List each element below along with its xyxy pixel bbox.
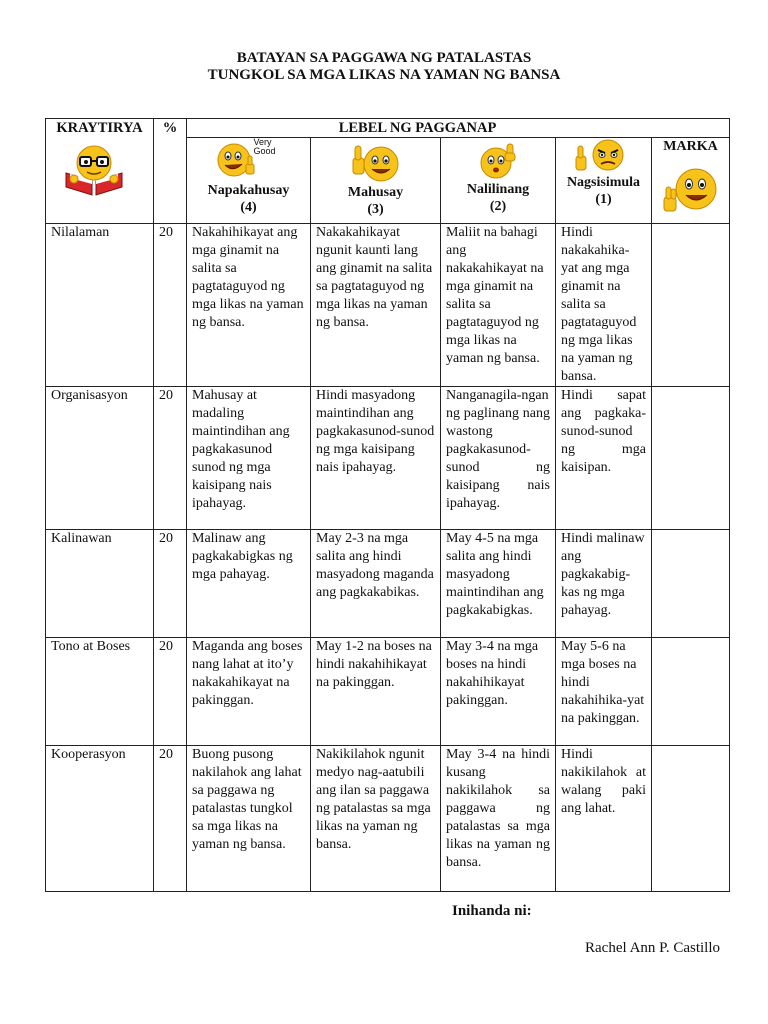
level-1-cell: Hindi nakakahika-yat ang mga ginamit na salita sa pagtataguyod ng mga likas na yaman ng bansa. [556, 224, 652, 387]
table-row [46, 746, 730, 892]
level-score: (4) [240, 200, 257, 215]
very-good-badge-line2: Good [253, 146, 276, 156]
score-cell[interactable] [652, 530, 730, 638]
level-name: Nagsisimula [566, 175, 641, 190]
level-4-cell: Maganda ang boses nang lahat at ito’y nakakahikayat na pakinggan. [187, 638, 311, 746]
level-4-cell: Buong pusong nakilahok ang lahat sa paggawa ng patalastas tungkol sa mga likas na yaman ng bansa. [187, 746, 311, 892]
score-cell[interactable] [652, 638, 730, 746]
percent-cell: 20 [154, 224, 187, 387]
level-3-cell: May 2-3 na mga salita ang hindi masyadong maganda ang pagkakabikas. [311, 530, 441, 638]
level-3-cell: Nakakahikayat ngunit kaunti lang ang ginamit na salita sa pagtataguyod ng mga likas na yaman ng bansa. [311, 224, 441, 387]
header-criteria-label: KRAYTIRYA [56, 120, 143, 136]
rubric-table [45, 118, 730, 892]
level-4-cell: Mahusay at madaling maintindihan ang pagkakasunod sunod ng mga kaisipang nais ipahayag. [187, 387, 311, 530]
level-2-cell: May 3-4 na mga boses na hindi nakahihikayat pakinggan. [441, 638, 556, 746]
percent-cell: 20 [154, 530, 187, 638]
table-row [46, 387, 730, 530]
criteria-cell: Nilalaman [46, 224, 154, 387]
criteria-cell: Kooperasyon [46, 746, 154, 892]
document-title-line1: BATAYAN SA PAGGAWA NG PATALASTAS [236, 50, 532, 66]
waving-emoji-icon [660, 167, 722, 215]
thinking-emoji-icon [478, 141, 518, 181]
very-good-badge-line1: Very [253, 137, 272, 147]
score-cell[interactable] [652, 746, 730, 892]
student-reading-icon [62, 143, 151, 197]
level-1-cell: Hindi malinaw ang pagkakabig-kas ng mga pahayag. [556, 530, 652, 638]
thumbs-up-very-good-emoji-icon [216, 140, 256, 180]
criteria-cell: Kalinawan [46, 530, 154, 638]
level-name: Napakahusay [207, 183, 290, 198]
level-name: Mahusay [347, 185, 404, 200]
score-cell[interactable] [652, 387, 730, 530]
level-3-cell: May 1-2 na boses na hindi nakahihikayat na pakinggan. [311, 638, 441, 746]
table-row [46, 224, 730, 387]
header-level-label: LEBEL NG PAGGANAP [338, 120, 497, 136]
level-3-cell: Hindi masyadong maintindihan ang pagkakasunod-sunod ng mga kaisipang nais ipahayag. [311, 387, 441, 530]
author-name: Rachel Ann P. Castillo [585, 940, 720, 956]
criteria-cell: Tono at Boses [46, 638, 154, 746]
table-row [46, 530, 730, 638]
header-percent-cell [154, 119, 187, 224]
level-1-cell: May 5-6 na mga boses na hindi nakahihika-yat na pakinggan. [556, 638, 652, 746]
level-1-cell: Hindi nakikilahok at walang paki ang lahat. [556, 746, 652, 892]
score-cell[interactable] [652, 224, 730, 387]
level-score: (3) [367, 202, 384, 217]
level-nagsisimula-cell [556, 138, 652, 224]
level-2-cell: May 4-5 na mga salita ang hindi masyadong maintindihan ang pagkakabigkas. [441, 530, 556, 638]
header-score-cell [652, 138, 730, 224]
header-percent-label: % [162, 120, 178, 136]
level-2-cell: May 3-4 na hindi kusang nakikilahok sa paggawa ng patalastas sa mga likas na yaman ng bansa. [441, 746, 556, 892]
level-nalilinang-cell [441, 138, 556, 224]
angry-emoji-icon [574, 138, 634, 174]
prepared-by-label: Inihanda ni: [452, 903, 532, 919]
level-score: (1) [595, 192, 612, 207]
level-mahusay-cell [311, 138, 441, 224]
level-2-cell: Maliit na bahagi ang nakakahikayat na mga ginamit na salita sa pagtataguyod ng mga likas na yaman ng bansa. [441, 224, 556, 387]
percent-cell: 20 [154, 387, 187, 530]
header-score-label: MARKA [663, 139, 718, 154]
document-title-line2: TUNGKOL SA MGA LIKAS NA YAMAN NG BANSA [207, 67, 561, 83]
level-score: (2) [489, 199, 507, 214]
table-row [46, 638, 730, 746]
level-2-cell: Nanganagila-ngan ng paglinang nang wastong pagkakasunod-sunod ng kaisipang nais ipahayag. [441, 387, 556, 530]
thumbs-up-emoji-icon [349, 142, 403, 184]
level-4-cell: Nakahihikayat ang mga ginamit na salita sa pagtataguyod ng mga likas na yaman ng bansa. [187, 224, 311, 387]
level-1-cell: Hindi sapat ang pagkaka-sunod-sunod ng mga kaisipan. [556, 387, 652, 530]
level-4-cell: Malinaw ang pagkakabigkas ng mga pahayag. [187, 530, 311, 638]
level-name: Nalilinang [466, 182, 530, 197]
percent-cell: 20 [154, 638, 187, 746]
percent-cell: 20 [154, 746, 187, 892]
level-napakahusay-cell [187, 138, 311, 224]
header-level-cell [187, 119, 730, 138]
header-criteria-cell [46, 119, 154, 224]
level-3-cell: Nakikilahok ngunit medyo nag-aatubili ang ilan sa paggawa ng patalastas sa mga likas na yaman ng bansa. [311, 746, 441, 892]
criteria-cell: Organisasyon [46, 387, 154, 530]
